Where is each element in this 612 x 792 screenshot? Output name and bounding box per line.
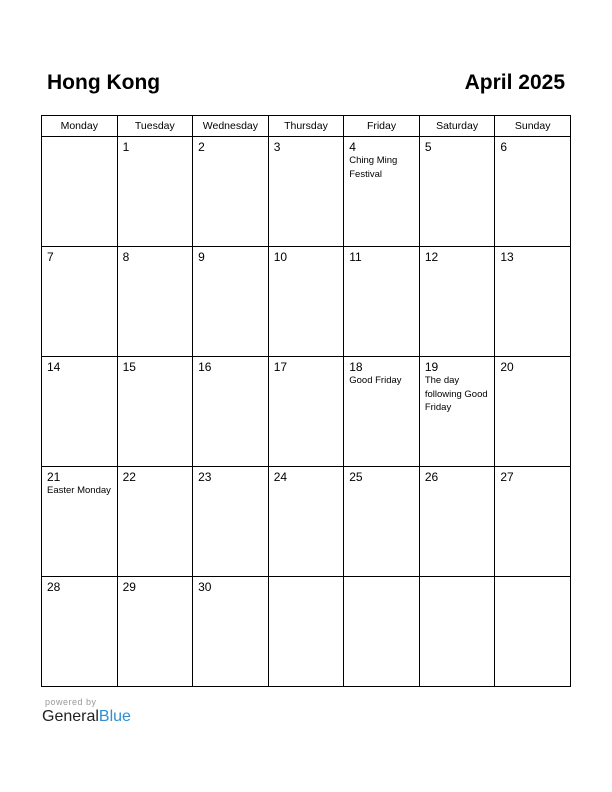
day-cell: [117, 467, 193, 577]
weekday-header: Sunday: [495, 116, 571, 137]
holiday-label: Ching Ming Festival: [349, 155, 398, 180]
day-number: 27: [500, 470, 514, 484]
day-number: 23: [198, 470, 212, 484]
day-number: 30: [198, 580, 212, 594]
day-cell: [42, 357, 118, 467]
day-number: 24: [273, 470, 288, 484]
day-number: 13: [500, 250, 514, 264]
day-number: 4: [349, 140, 356, 154]
day-number: 3: [273, 140, 281, 154]
day-number: 10: [273, 250, 288, 264]
weekday-header-row: [42, 116, 571, 137]
day-cell: [419, 467, 495, 577]
calendar-grid: [41, 115, 571, 687]
day-number: 21: [47, 470, 61, 484]
day-cell: [268, 467, 344, 577]
day-number: [42, 137, 117, 141]
holiday-label: Good Friday: [349, 375, 402, 386]
day-number: [495, 577, 570, 581]
day-number: 18: [349, 360, 363, 374]
day-cell: [193, 137, 269, 247]
day-cell: [193, 357, 269, 467]
day-cell: [419, 357, 495, 467]
day-number: 8: [122, 250, 130, 264]
day-cell: [495, 247, 571, 357]
day-cell: [117, 247, 193, 357]
weekday-header: Thursday: [268, 116, 344, 137]
day-cell: [42, 467, 118, 577]
day-number: 9: [198, 250, 205, 264]
day-number: 25: [349, 470, 363, 484]
day-cell: [495, 137, 571, 247]
holiday-label: The day following Good Friday: [424, 375, 488, 413]
day-cell: [117, 137, 193, 247]
day-cell: [193, 247, 269, 357]
day-cell: [495, 577, 571, 687]
day-number: 5: [424, 140, 432, 154]
day-cell: [495, 467, 571, 577]
day-cell: [268, 357, 344, 467]
weekday-header: Wednesday: [193, 116, 269, 137]
week-row: [42, 577, 571, 687]
weekday-header: Tuesday: [117, 116, 193, 137]
day-number: 26: [424, 470, 439, 484]
day-cell: [193, 467, 269, 577]
day-cell: [42, 137, 118, 247]
day-cell: [193, 577, 269, 687]
day-cell: [268, 577, 344, 687]
day-cell: [344, 247, 420, 357]
day-number: [420, 577, 495, 581]
day-number: 12: [424, 250, 439, 264]
weekday-header: Saturday: [419, 116, 495, 137]
day-number: 19: [424, 360, 439, 374]
month-year-title: April 2025: [464, 71, 565, 94]
day-number: 20: [500, 360, 514, 374]
day-number: [269, 577, 344, 581]
week-row: [42, 357, 571, 467]
day-cell: [42, 247, 118, 357]
weekday-header: Monday: [42, 116, 118, 137]
day-number: 2: [198, 140, 205, 154]
day-number: 28: [47, 580, 61, 594]
day-number: 7: [47, 250, 54, 264]
day-number: 14: [47, 360, 61, 374]
day-number: 11: [349, 250, 362, 264]
weekday-header: Friday: [344, 116, 420, 137]
day-cell: [419, 577, 495, 687]
brand-general-text: General: [42, 708, 99, 725]
day-number: [344, 577, 419, 581]
day-cell: [268, 137, 344, 247]
brand-blue-text: Blue: [98, 708, 131, 725]
powered-by-label: powered by: [45, 697, 97, 707]
day-cell: [268, 247, 344, 357]
day-cell: [344, 467, 420, 577]
day-cell: [419, 137, 495, 247]
day-cell: [344, 137, 420, 247]
day-cell: [344, 357, 420, 467]
day-cell: [117, 357, 193, 467]
generalblue-logo[interactable]: [42, 708, 131, 726]
day-number: 16: [198, 360, 212, 374]
day-number: 1: [122, 140, 130, 154]
day-cell: [344, 577, 420, 687]
day-number: 22: [122, 470, 136, 484]
week-row: [42, 467, 571, 577]
week-row: [42, 137, 571, 247]
week-row: [42, 247, 571, 357]
day-cell: [419, 247, 495, 357]
day-cell: [42, 577, 118, 687]
day-number: 15: [122, 360, 136, 374]
region-title: Hong Kong: [47, 71, 161, 94]
day-number: 29: [122, 580, 136, 594]
day-number: 6: [500, 140, 508, 154]
day-cell: [495, 357, 571, 467]
day-number: 17: [273, 360, 288, 374]
day-cell: [117, 577, 193, 687]
holiday-label: Easter Monday: [47, 485, 111, 496]
